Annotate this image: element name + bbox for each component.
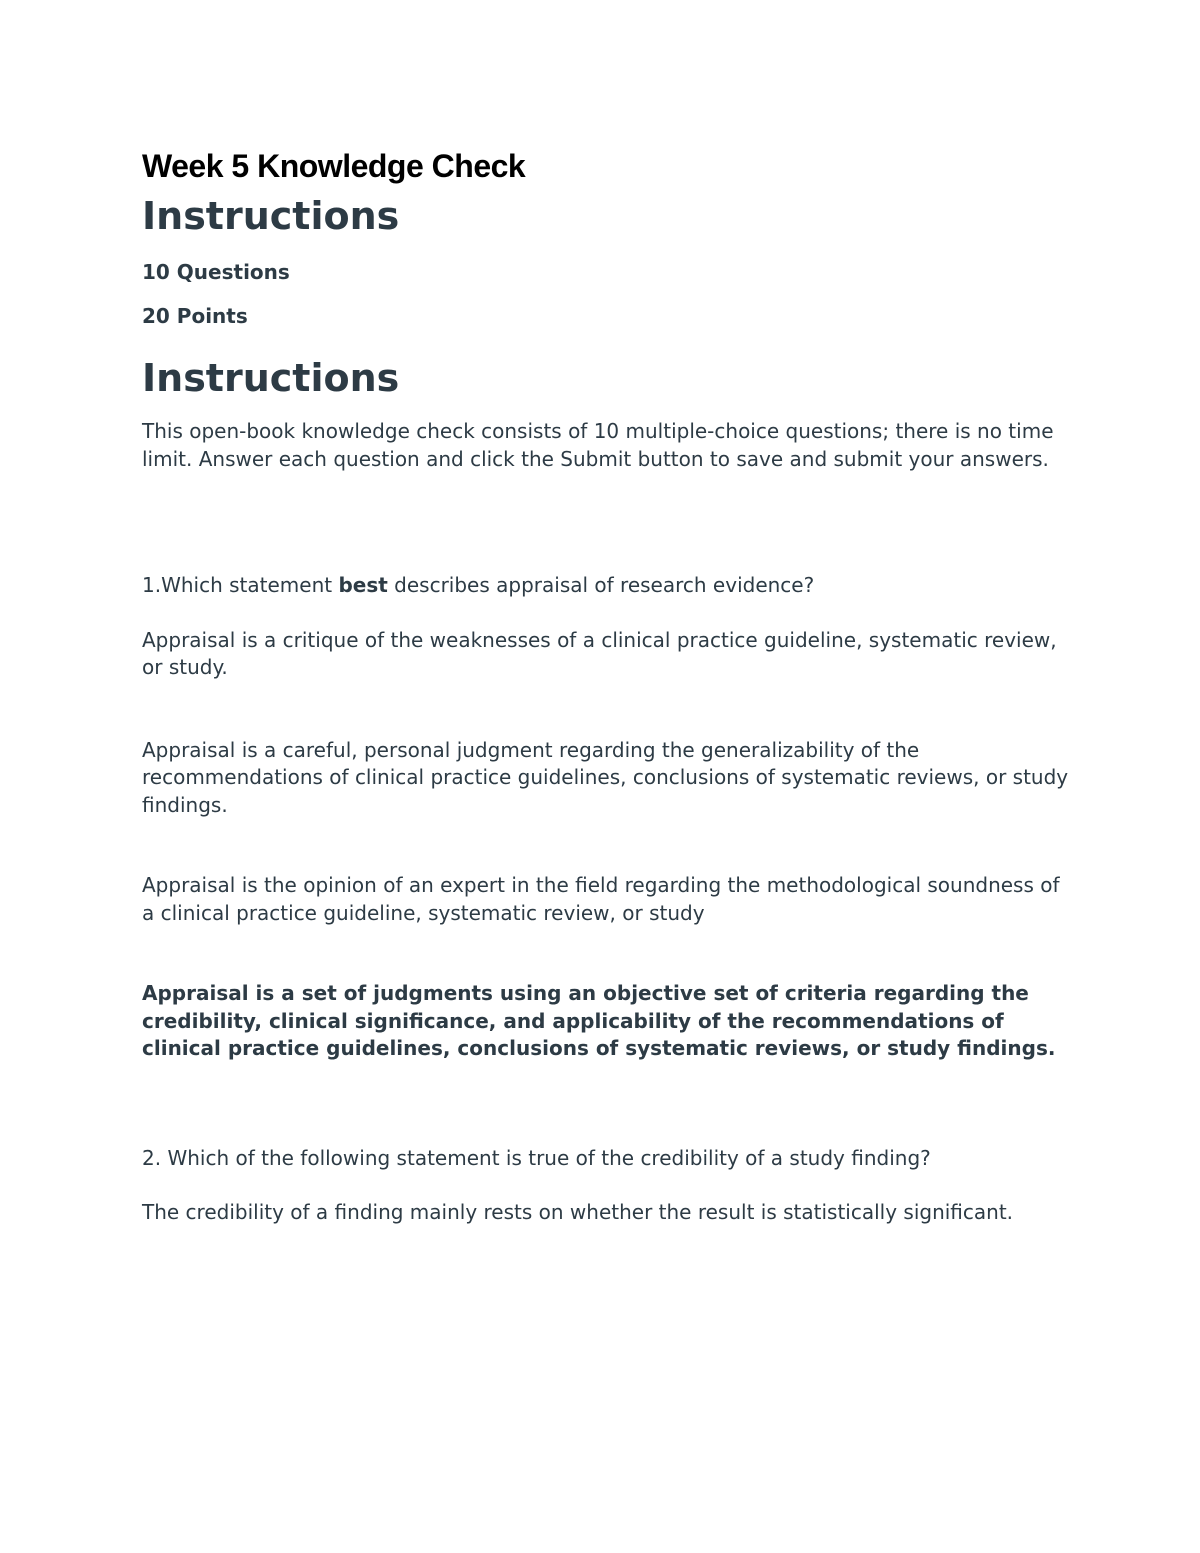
question-2-option-a: The credibility of a finding mainly rests on whether the result is statistically significant. — [142, 1200, 1014, 1224]
question-1 — [142, 572, 1072, 600]
document-title: Week 5 Knowledge Check — [142, 148, 526, 184]
question-1-suffix: describes appraisal of research evidence? — [387, 573, 815, 597]
question-1-option-b: Appraisal is a careful, personal judgment regarding the generalizability of the recommendations of clinical practice guidelines, conclusions of systematic reviews, or study findings. — [142, 737, 1069, 817]
question-1-prefix: 1.Which statement — [142, 573, 339, 597]
instructions-heading: Instructions — [142, 194, 400, 238]
questions-count: 10 Questions — [142, 260, 290, 284]
question-1-option-d-correct: Appraisal is a set of judgments using an objective set of criteria regarding the credibility, clinical significance, and applicability of the recommendations of clinical practice guidelines, conclusions of systematic reviews, or study findings. — [142, 981, 1056, 1060]
document-page — [142, 140, 1072, 1227]
points-total: 20 Points — [142, 304, 248, 328]
instructions-text: This open-book knowledge check consists of 10 multiple-choice questions; there is no time limit. Answer each question and click the Submit button to save and submit your answers. — [142, 419, 1054, 471]
instructions-heading-2: Instructions — [142, 356, 400, 400]
question-2: 2. Which of the following statement is true of the credibility of a study finding? — [142, 1145, 931, 1170]
question-1-emphasis: best — [338, 573, 388, 597]
question-1-option-a: Appraisal is a critique of the weaknesses of a clinical practice guideline, systematic review, or study. — [142, 627, 1057, 679]
question-1-option-c: Appraisal is the opinion of an expert in the field regarding the methodological soundness of a clinical practice guideline, systematic review, or study — [142, 873, 1060, 925]
